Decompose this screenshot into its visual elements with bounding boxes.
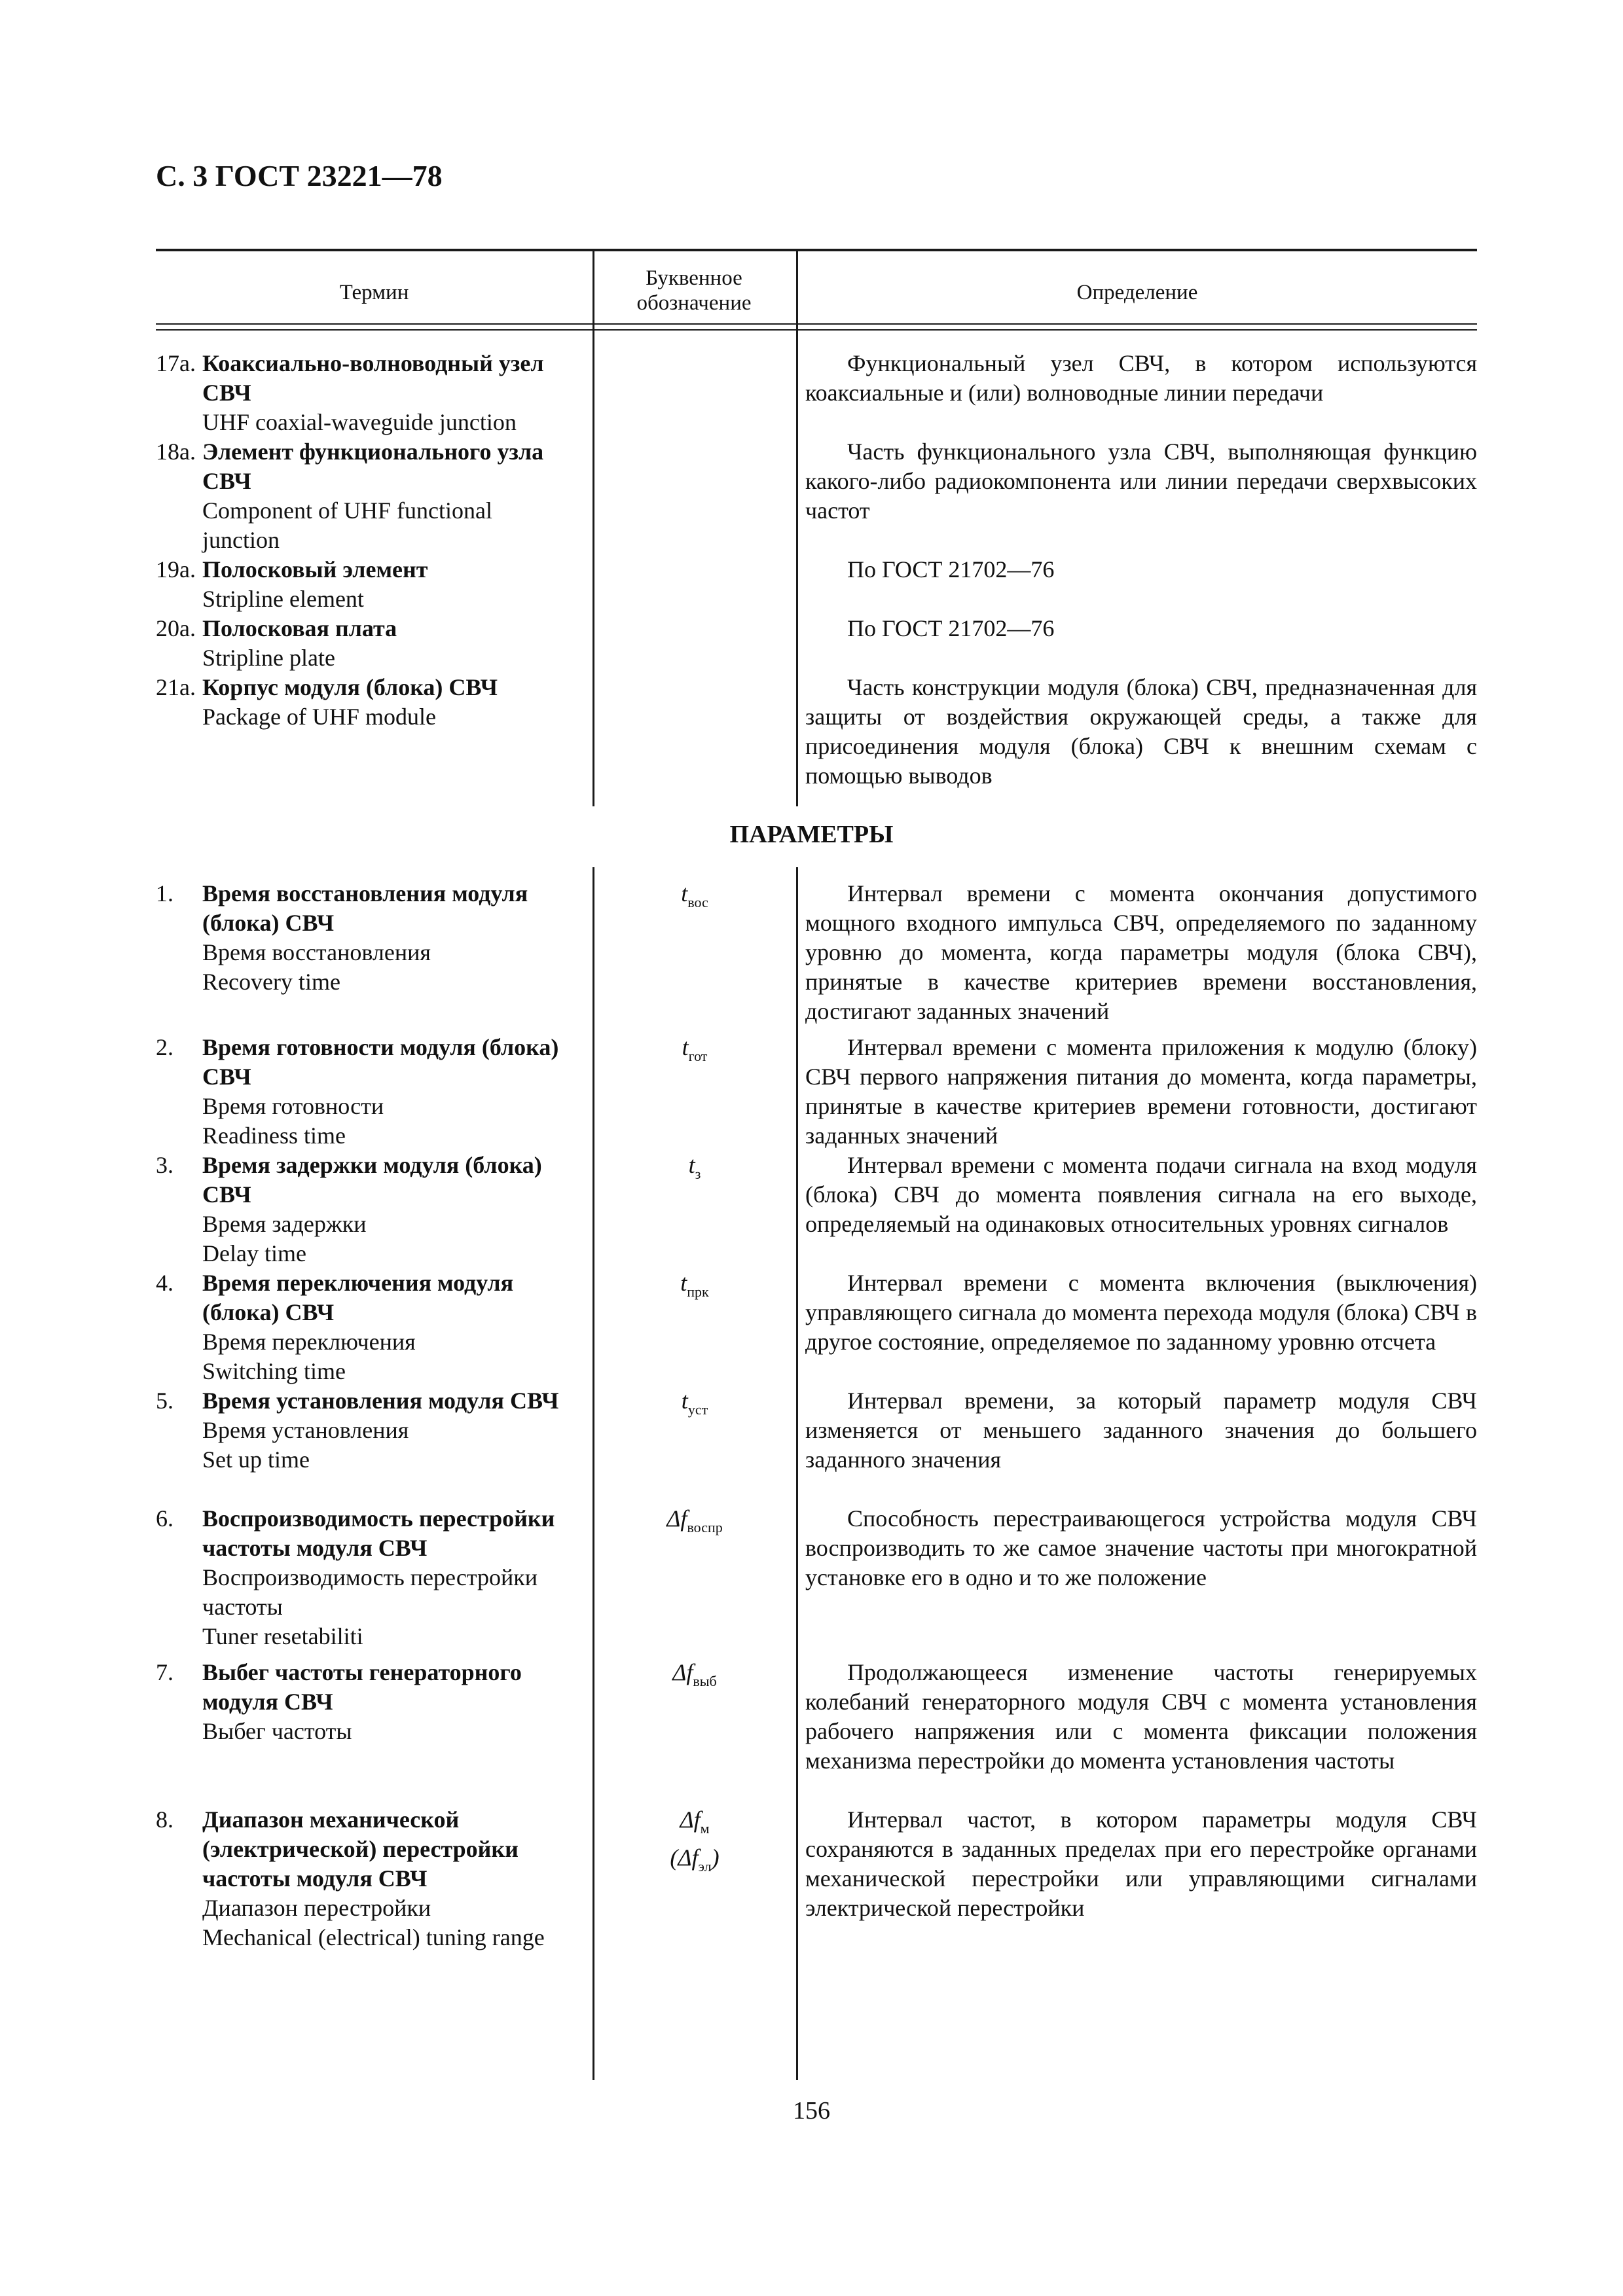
entry-definition: Продолжающееся изменение частоты генерируемых колебаний генераторного модуля СВЧ с момента установления рабочего напряжения или с момента фиксации положения механизма перестройки до момента установления частоты xyxy=(805,1659,1477,1774)
entry-number: 5. xyxy=(156,1388,173,1414)
entry-symbol xyxy=(594,1504,795,1542)
term-ru: Выбег частоты генераторного модуля СВЧ xyxy=(202,1659,522,1715)
term-ru: Время установления модуля СВЧ xyxy=(202,1388,559,1414)
entry-number: 2. xyxy=(156,1034,173,1060)
entry-definition: Интервал времени с момента окончания допустимого мощного входного импульса СВЧ, определяемого по заданному уровню до момента, когда параметры модуля (блока СВЧ), принятые в качестве критериев времени восстановления, достигают заданных значений xyxy=(805,880,1477,1024)
entry-number: 19а. xyxy=(156,556,196,583)
symbol2-close: ) xyxy=(711,1844,720,1871)
entry-number: 6. xyxy=(156,1505,173,1532)
term-ru: Элемент функционального узла СВЧ xyxy=(202,439,544,494)
entry-symbol xyxy=(594,1658,795,1696)
entry-definition: Часть конструкции модуля (блока) СВЧ, предназначенная для защиты от воздействия окружающей среды, а также для присоединения модуля (блока) СВЧ к внешним схемам с помощью выводов xyxy=(805,674,1477,789)
page-number: 156 xyxy=(793,2097,830,2125)
entry-term xyxy=(202,1805,572,1952)
entry-symbol xyxy=(594,1033,795,1071)
column-divider-1 xyxy=(593,250,594,806)
term-ru: Время задержки модуля (блока) СВЧ xyxy=(202,1152,542,1208)
entry-number: 4. xyxy=(156,1270,173,1296)
entry-term xyxy=(202,1504,572,1651)
symbol-main: t xyxy=(688,1152,695,1178)
term-en: Package of UHF module xyxy=(202,704,436,730)
column-divider-2-lower xyxy=(796,867,798,2080)
entry-number: 7. xyxy=(156,1659,173,1685)
term-en: Readiness time xyxy=(202,1122,346,1149)
term-ru: Коаксиально-волноводный узел СВЧ xyxy=(202,350,544,406)
symbol-sub: з xyxy=(695,1166,701,1182)
entry-symbol xyxy=(594,1805,795,1881)
entry-definition: По ГОСТ 21702—76 xyxy=(847,556,1055,583)
symbol-main: t xyxy=(681,1388,688,1414)
entry-number: 17а. xyxy=(156,350,196,376)
page-title: С. 3 ГОСТ 23221—78 xyxy=(156,159,443,192)
entry-number: 1. xyxy=(156,880,173,906)
term-en: Recovery time xyxy=(202,969,340,995)
entry-symbol xyxy=(594,879,795,917)
symbol-sub: воспр xyxy=(687,1519,723,1535)
entry-symbol xyxy=(594,1151,795,1189)
header-double-rule-1 xyxy=(156,323,1477,325)
entry-term xyxy=(202,1386,572,1475)
entry-number: 21а. xyxy=(156,674,196,700)
column-header-definition: Определение xyxy=(1076,281,1198,304)
entry-symbol xyxy=(594,1268,795,1306)
symbol-main: t xyxy=(680,1270,687,1296)
term-short: Время готовности xyxy=(202,1093,384,1119)
entry-number: 3. xyxy=(156,1152,173,1178)
term-en: Stripline element xyxy=(202,586,364,612)
term-short: Диапазон перестройки xyxy=(202,1895,431,1921)
term-ru: Полосковая плата xyxy=(202,615,397,641)
column-header-symbol: Буквенное обозначение xyxy=(636,266,752,315)
entry-term xyxy=(202,1033,572,1151)
entry-definition: Интервал частот, в котором параметры модуля СВЧ сохраняются в заданных пределах при его перестройке органами механической перестройки или управляющими сигналами электрической перестройки xyxy=(805,1806,1477,1921)
entry-number: 20а. xyxy=(156,615,196,641)
entry-term xyxy=(202,1151,572,1268)
term-en: Mechanical (electrical) tuning range xyxy=(202,1924,545,1950)
entry-symbol xyxy=(594,1386,795,1424)
term-en: Set up time xyxy=(202,1446,310,1473)
term-ru: Воспроизводимость перестройки частоты модуля СВЧ xyxy=(202,1505,555,1561)
symbol-sub: м xyxy=(700,1820,710,1837)
term-ru: Диапазон механической (электрической) перестройки частоты модуля СВЧ xyxy=(202,1806,519,1892)
entry-term xyxy=(202,879,572,997)
term-en: Component of UHF functional junction xyxy=(202,497,492,553)
entry-number: 18а. xyxy=(156,439,196,465)
term-short: Время переключения xyxy=(202,1329,416,1355)
entry-definition: Способность перестраивающегося устройства модуля СВЧ воспроизводить то же самое значение частоты при многократной установке его в одно и то же положение xyxy=(805,1505,1477,1590)
symbol2-main: (Δf xyxy=(670,1844,699,1871)
table-top-rule xyxy=(156,249,1477,251)
symbol-main: Δf xyxy=(680,1806,701,1833)
symbol-sub: прк xyxy=(687,1283,709,1300)
entry-term xyxy=(202,614,572,673)
symbol-sub: уст xyxy=(687,1401,708,1418)
term-ru: Полосковый элемент xyxy=(202,556,428,583)
term-short: Время установления xyxy=(202,1417,409,1443)
entry-definition: Часть функционального узла СВЧ, выполняющая функцию какого-либо радиокомпонента или линии передачи сверхвысоких частот xyxy=(805,439,1477,524)
symbol-main: t xyxy=(682,1034,689,1060)
header-double-rule-2 xyxy=(156,329,1477,331)
term-en: Stripline plate xyxy=(202,645,335,671)
entry-definition: Интервал времени с момента включения (выключения) управляющего сигнала до момента перехода модуля (блока) СВЧ в другое состояние, определяемое по заданному уровню отсчета xyxy=(805,1270,1477,1355)
entry-definition: Интервал времени с момента подачи сигнала на вход модуля (блока) СВЧ до момента появления сигнала на его выходе, определяемый на одинаковых относительных уровнях сигналов xyxy=(805,1152,1477,1237)
entry-term xyxy=(202,673,572,732)
entry-term xyxy=(202,1658,572,1746)
term-short: Выбег частоты xyxy=(202,1718,352,1744)
entry-term xyxy=(202,1268,572,1386)
symbol-sub: вос xyxy=(687,894,708,910)
entry-definition: Интервал времени, за который параметр модуля СВЧ изменяется от меньшего заданного значения до большего заданного значения xyxy=(805,1388,1477,1473)
term-short: Воспроизводимость перестройки частоты xyxy=(202,1564,538,1620)
entry-definition: Функциональный узел СВЧ, в котором используются коаксиальные и (или) волноводные линии передачи xyxy=(805,350,1477,406)
symbol-main: Δf xyxy=(672,1659,693,1685)
symbol-main: Δf xyxy=(666,1505,687,1532)
column-divider-2 xyxy=(796,250,798,806)
term-ru: Время готовности модуля (блока) СВЧ xyxy=(202,1034,559,1090)
entry-definition: По ГОСТ 21702—76 xyxy=(847,615,1055,641)
term-en: UHF coaxial-waveguide junction xyxy=(202,409,517,435)
term-ru: Время восстановления модуля (блока) СВЧ xyxy=(202,880,528,936)
column-header-term: Термин xyxy=(339,281,409,304)
entry-term xyxy=(202,349,572,437)
term-short: Время задержки xyxy=(202,1211,367,1237)
symbol-sub: выб xyxy=(693,1673,717,1689)
symbol-sub: гот xyxy=(688,1048,708,1064)
term-ru: Корпус модуля (блока) СВЧ xyxy=(202,674,498,700)
term-en: Switching time xyxy=(202,1358,346,1384)
symbol2-sub: эл xyxy=(698,1858,712,1874)
term-short: Время восстановления xyxy=(202,939,431,965)
section-title: ПАРАМЕТРЫ xyxy=(729,821,894,848)
entry-definition: Интервал времени с момента приложения к модулю (блоку) СВЧ первого напряжения питания до момента, когда параметры, принятые в качестве критериев времени готовности, достигают заданных значений xyxy=(805,1034,1477,1149)
entry-number: 8. xyxy=(156,1806,173,1833)
term-ru: Время переключения модуля (блока) СВЧ xyxy=(202,1270,514,1325)
entry-term xyxy=(202,437,572,555)
term-en: Tuner resetabiliti xyxy=(202,1623,363,1649)
entry-term xyxy=(202,555,572,614)
term-en: Delay time xyxy=(202,1240,306,1266)
symbol-main: t xyxy=(681,880,688,906)
